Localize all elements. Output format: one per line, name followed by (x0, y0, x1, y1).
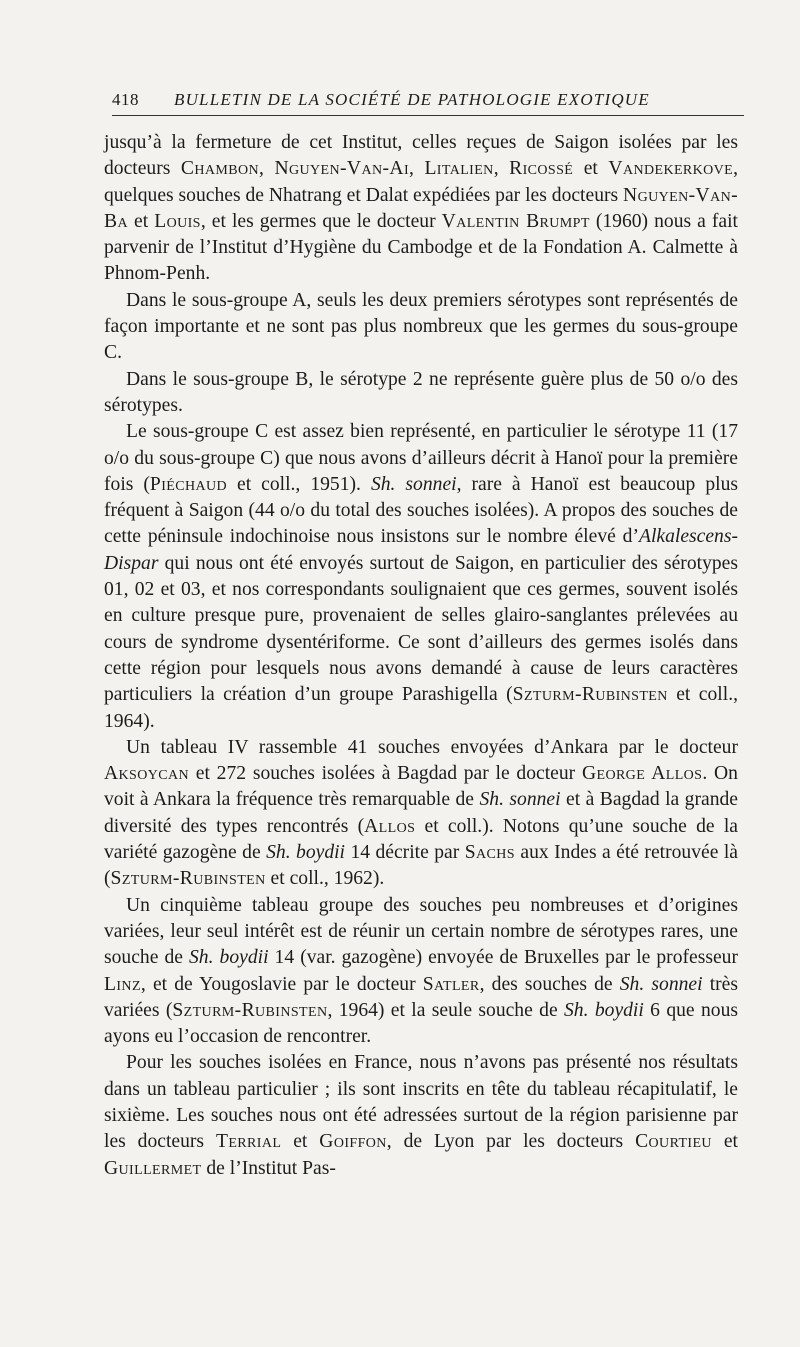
paragraph-3: Dans le sous-groupe B, le sérotype 2 ne représente guère plus de 50 o/o des sérotypes. (104, 368, 738, 416)
author-name: Louis (154, 210, 201, 232)
text-run: , et de Yougoslavie par le docteur (140, 973, 423, 995)
text-run: et coll., 1964). (104, 684, 738, 732)
text-run: , (259, 158, 275, 180)
author-name: Ricossé (509, 158, 574, 180)
species-name: Sh. sonnei (370, 473, 457, 495)
text-run: Le sous-groupe C est assez bien représenté, en particulier le sérotype 11 (17 o/o du sous-groupe C) que nous avons d’ailleurs décrit à Hanoï pour la première fois ( (104, 421, 738, 495)
running-head (112, 86, 744, 110)
text-run: , (409, 158, 425, 180)
author-name: Linz (104, 973, 141, 995)
text-run: Pour les souches isolées en France, nous n’avons pas présenté nos résultats dans un tableau particulier ; ils sont inscrits en tête du tableau récapitulatif, le sixième. Les souches nous ont été adressées surtout de la région parisienne par les docteurs (104, 1052, 738, 1153)
species-name: Sh. sonnei (479, 789, 561, 811)
text-run: Un cinquième tableau groupe des souches peu nombreuses et d’origines variées, leur seul intérêt est de réunir un certain nombre de sérotypes rares, une souche de (104, 894, 738, 969)
text-run: , 1964) et la seule souche de (327, 999, 564, 1021)
text-run: . On voit à Ankara la fréquence très remarquable de (104, 763, 738, 811)
text-run: Un tableau IV rassemble 41 souches envoyées d’Ankara par le docteur (126, 736, 738, 758)
paragraph-7 (104, 1050, 738, 1181)
text-run: 14 (var. gazogène) envoyée de Bruxelles par le professeur (268, 947, 738, 969)
author-name: Terrial (215, 1131, 282, 1153)
author-name: Goiffon (319, 1131, 387, 1153)
text-run: et coll., 1951). (227, 473, 371, 495)
author-name: Litalien (424, 158, 494, 180)
species-name: Sh. boydii (564, 999, 644, 1021)
paragraph-2: Dans le sous-groupe A, seuls les deux premiers sérotypes sont représentés de façon importante et ne sont pas plus nombreux que les germes du sous-groupe C. (104, 289, 738, 364)
author-name: Allos (364, 815, 416, 837)
author-name: Piéchaud (149, 473, 228, 495)
text-run: et coll.). Notons qu’une souche de la variété gazogène de (104, 815, 738, 864)
text-run: qui nous ont été envoyés surtout de Saigon, en particulier des sérotypes 01, 02 et 03, et nos correspondants soulignaient que ces germes, souvent isolés en culture presque pure, provenaient de selles glairo-sanglantes prélevées au cours de syndrome dysentériforme. Ce sont d’ailleurs des germes isolés dans cette région pour lesquels nous avons demandé à cause de leurs caractères particuliers la création d’un groupe Parashigella ( (104, 552, 738, 706)
species-name: Sh. boydii (189, 947, 269, 969)
text-run: 6 que nous ayons eu l’occasion de rencontrer. (104, 999, 738, 1048)
text-run: et 272 souches isolées à Bagdad par le docteur (189, 763, 582, 785)
text-run: 14 décrite par (345, 842, 465, 864)
author-name: Aksoycan (104, 763, 190, 785)
text-run: et coll., 1962). (265, 868, 385, 890)
text-run: et (127, 210, 155, 232)
paragraph-6 (104, 893, 738, 1051)
author-name: Guillermet (104, 1157, 202, 1179)
header-rule (112, 115, 744, 116)
author-name: Courtieu (635, 1131, 712, 1153)
author-name: Nguyen-Van-Ba (104, 184, 739, 232)
text-run: , de Lyon par les docteurs (386, 1131, 636, 1153)
text-run: et (573, 158, 609, 180)
body-text (104, 130, 738, 1182)
species-name: Alkalescens-Dispar (104, 526, 738, 574)
author-name: Valentin Brumpt (441, 210, 590, 232)
text-run: (1960) nous a fait parvenir de l’Institut d’Hygiène du Cambodge et de la Fondation A. Calmette à Phnom-Penh. (104, 210, 738, 285)
text-run: , rare à Hanoï est beaucoup plus fréquent à Saigon (44 o/o du total des souches isolées). A propos des souches de cette péninsule indochinoise nous insistons sur le nombre élevé d’ (104, 473, 738, 548)
text-run: , quelques souches de Nhatrang et Dalat expédiées par les docteurs (104, 158, 739, 206)
author-name: Sachs (464, 842, 515, 864)
author-name: Chambon (180, 158, 260, 180)
author-name: Szturm-Rubinsten (110, 868, 266, 890)
page-number: 418 (112, 90, 139, 109)
paragraph-4 (104, 419, 738, 735)
text-run: très variées ( (104, 973, 738, 1021)
author-name: Vandekerkove (608, 158, 734, 180)
paragraph-1 (104, 130, 738, 288)
species-name: Sh. sonnei (619, 973, 703, 995)
text-run: jusqu’à la fermeture de cet Institut, celles reçues de Saigon isolées par les docteurs (104, 132, 738, 180)
author-name: Szturm-Rubinsten (172, 999, 328, 1021)
text-run: , (493, 158, 510, 180)
text-run: de l’Institut Pas- (201, 1157, 336, 1179)
text-run: , des souches de (479, 973, 620, 995)
author-name: Satler (422, 973, 480, 995)
journal-title: BULLETIN DE LA SOCIÉTÉ DE PATHOLOGIE EXOTIQUE (174, 90, 650, 109)
paragraph-5 (104, 735, 738, 893)
species-name: Sh. boydii (266, 842, 346, 864)
text-run: et (711, 1131, 739, 1153)
text-run: aux Indes a été retrouvée là ( (104, 842, 738, 890)
author-name: Szturm-Rubinsten (512, 684, 668, 706)
author-name: George Allos (581, 763, 703, 785)
author-name: Nguyen-Van-Ai (274, 158, 410, 180)
text-run: , et les germes que le docteur (200, 210, 442, 232)
text-run: et (281, 1131, 320, 1153)
text-run: et à Bagdad la grande diversité des types rencontrés ( (104, 789, 738, 837)
